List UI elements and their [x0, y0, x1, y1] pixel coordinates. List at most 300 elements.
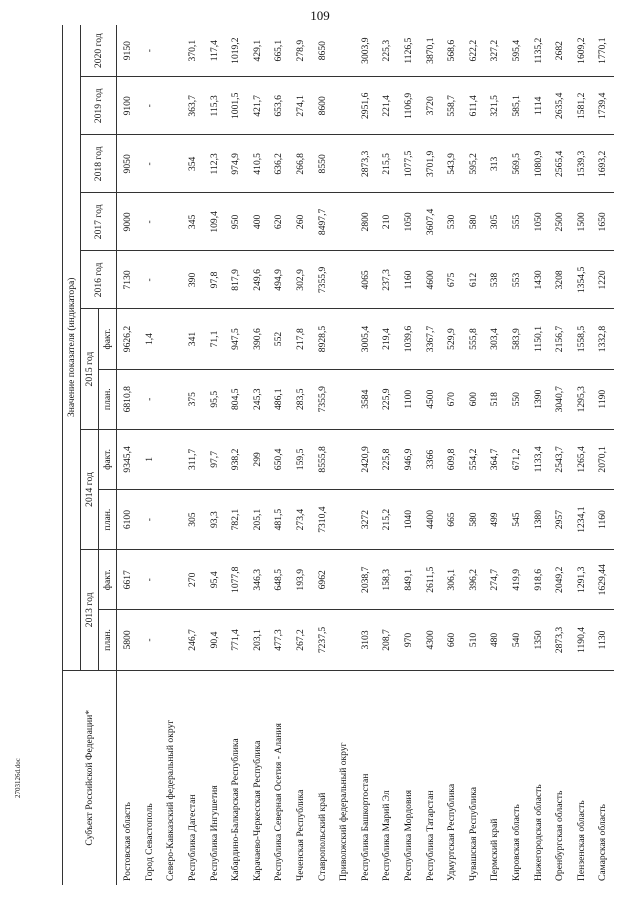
- value-cell: 3366: [419, 429, 441, 489]
- value-cell: 1050: [527, 193, 549, 251]
- value-cell: 410,5: [247, 135, 269, 193]
- value-cell: 3005,4: [355, 309, 377, 369]
- value-cell: [333, 193, 355, 251]
- value-cell: [333, 25, 355, 77]
- value-cell: 665: [441, 489, 463, 549]
- value-cell: 311,7: [182, 429, 204, 489]
- value-cell: 1: [139, 429, 161, 489]
- value-cell: 3584: [355, 369, 377, 429]
- value-cell: [160, 77, 182, 135]
- value-cell: 305: [484, 193, 506, 251]
- value-cell: [333, 550, 355, 610]
- header-2016: 2016 год: [81, 251, 117, 309]
- value-cell: [333, 309, 355, 369]
- value-cell: 553: [506, 251, 528, 309]
- value-cell: 2635,4: [549, 77, 571, 135]
- value-cell: 400: [247, 193, 269, 251]
- value-cell: 6617: [117, 550, 139, 610]
- value-cell: 4065: [355, 251, 377, 309]
- value-cell: 3272: [355, 489, 377, 549]
- value-cell: 90,4: [203, 610, 225, 670]
- value-cell: 429,1: [247, 25, 269, 77]
- value-cell: [333, 429, 355, 489]
- value-cell: 947,5: [225, 309, 247, 369]
- value-cell: 245,3: [247, 369, 269, 429]
- table-row: [225, 25, 247, 885]
- value-cell: 518: [484, 369, 506, 429]
- value-cell: 918,6: [527, 550, 549, 610]
- header-2017: 2017 год: [81, 193, 117, 251]
- value-cell: 665,1: [268, 25, 290, 77]
- value-cell: [333, 369, 355, 429]
- value-cell: [160, 489, 182, 549]
- value-cell: 481,5: [268, 489, 290, 549]
- value-cell: 1114: [527, 77, 549, 135]
- value-cell: 266,8: [290, 135, 312, 193]
- value-cell: 543,9: [441, 135, 463, 193]
- value-cell: 1291,3: [570, 550, 592, 610]
- value-cell: 970: [398, 610, 420, 670]
- value-cell: -: [139, 550, 161, 610]
- table-row: [247, 25, 269, 885]
- page-number: 109: [310, 8, 330, 23]
- value-cell: 2957: [549, 489, 571, 549]
- value-cell: 1190,4: [570, 610, 592, 670]
- value-cell: [160, 610, 182, 670]
- value-cell: [333, 135, 355, 193]
- value-cell: 3367,7: [419, 309, 441, 369]
- value-cell: 305: [182, 489, 204, 549]
- value-cell: 804,5: [225, 369, 247, 429]
- indicator-table: [62, 25, 614, 885]
- header-2015-plan: план.: [99, 369, 117, 429]
- value-cell: 193,9: [290, 550, 312, 610]
- value-cell: 419,9: [506, 550, 528, 610]
- value-cell: 675: [441, 251, 463, 309]
- value-cell: 946,9: [398, 429, 420, 489]
- value-cell: 622,2: [463, 25, 485, 77]
- region-name: Кировская область: [510, 804, 522, 881]
- value-cell: 9345,4: [117, 429, 139, 489]
- value-cell: 9626,2: [117, 309, 139, 369]
- value-cell: 1380: [527, 489, 549, 549]
- value-cell: 568,6: [441, 25, 463, 77]
- value-cell: 306,1: [441, 550, 463, 610]
- value-cell: 4300: [419, 610, 441, 670]
- value-cell: 270: [182, 550, 204, 610]
- value-cell: 1629,44: [592, 550, 614, 610]
- value-cell: [160, 309, 182, 369]
- value-cell: 345: [182, 193, 204, 251]
- value-cell: 510: [463, 610, 485, 670]
- district-name: Северо-Кавказский федеральный округ: [165, 719, 177, 881]
- header-2015: 2015 год: [81, 309, 99, 429]
- region-name: Республика Марий Эл: [381, 790, 393, 881]
- value-cell: 4500: [419, 369, 441, 429]
- value-cell: 612: [463, 251, 485, 309]
- value-cell: 1135,2: [527, 25, 549, 77]
- value-cell: 6962: [311, 550, 333, 610]
- header-2014-fact: факт.: [99, 429, 117, 489]
- value-cell: 95,5: [203, 369, 225, 429]
- value-cell: [333, 77, 355, 135]
- value-cell: 8555,8: [311, 429, 333, 489]
- value-cell: 671,2: [506, 429, 528, 489]
- table-row: [484, 25, 506, 885]
- value-cell: 580: [463, 193, 485, 251]
- header-indicator: Значение показателя (индикатора): [63, 25, 81, 670]
- value-cell: 1160: [398, 251, 420, 309]
- value-cell: 2800: [355, 193, 377, 251]
- table-row: [441, 25, 463, 885]
- value-cell: 283,5: [290, 369, 312, 429]
- value-cell: 650,4: [268, 429, 290, 489]
- value-cell: 660: [441, 610, 463, 670]
- value-cell: [160, 429, 182, 489]
- table-row: [570, 25, 592, 885]
- table-row: [376, 25, 398, 885]
- value-cell: 8928,5: [311, 309, 333, 369]
- region-name: Чеченская Республика: [295, 789, 307, 881]
- value-cell: 1001,5: [225, 77, 247, 135]
- value-cell: 974,9: [225, 135, 247, 193]
- value-cell: 1693,2: [592, 135, 614, 193]
- value-cell: 93,3: [203, 489, 225, 549]
- value-cell: 550: [506, 369, 528, 429]
- region-name: Ростовская область: [122, 802, 134, 881]
- table-row: [311, 25, 333, 885]
- value-cell: 4600: [419, 251, 441, 309]
- value-cell: 585,1: [506, 77, 528, 135]
- value-cell: 97,7: [203, 429, 225, 489]
- value-cell: 9050: [117, 135, 139, 193]
- value-cell: 554,2: [463, 429, 485, 489]
- region-name: Город Севастополь: [143, 803, 155, 881]
- header-2013-fact: факт.: [99, 550, 117, 610]
- table-row: [290, 25, 312, 885]
- value-cell: [333, 251, 355, 309]
- value-cell: 95,4: [203, 550, 225, 610]
- value-cell: 421,7: [247, 77, 269, 135]
- value-cell: 2070,1: [592, 429, 614, 489]
- value-cell: 375: [182, 369, 204, 429]
- value-cell: 274,7: [484, 550, 506, 610]
- value-cell: 938,2: [225, 429, 247, 489]
- table-row: [355, 25, 377, 885]
- value-cell: 109,4: [203, 193, 225, 251]
- table-body: [117, 25, 614, 885]
- value-cell: 1332,8: [592, 309, 614, 369]
- value-cell: 2500: [549, 193, 571, 251]
- value-cell: -: [139, 135, 161, 193]
- value-cell: 159,5: [290, 429, 312, 489]
- value-cell: 1234,1: [570, 489, 592, 549]
- value-cell: 249,6: [247, 251, 269, 309]
- value-cell: 112,3: [203, 135, 225, 193]
- region-name: Удмуртская Республика: [446, 783, 458, 881]
- value-cell: 3607,4: [419, 193, 441, 251]
- region-name: Кабардино-Балкарская Республика: [230, 738, 242, 881]
- value-cell: 7355,9: [311, 251, 333, 309]
- value-cell: -: [139, 489, 161, 549]
- document-reference: 2703126d.doc: [14, 758, 22, 798]
- table-row: [398, 25, 420, 885]
- value-cell: 225,3: [376, 25, 398, 77]
- value-cell: 7237,5: [311, 610, 333, 670]
- value-cell: [333, 489, 355, 549]
- value-cell: 260: [290, 193, 312, 251]
- value-cell: 530: [441, 193, 463, 251]
- header-2013: 2013 год: [81, 550, 99, 670]
- value-cell: 1126,5: [398, 25, 420, 77]
- value-cell: 302,9: [290, 251, 312, 309]
- value-cell: 648,5: [268, 550, 290, 610]
- region-name: Республика Северная Осетия - Алания: [273, 723, 285, 881]
- value-cell: 1040: [398, 489, 420, 549]
- value-cell: -: [139, 25, 161, 77]
- table-row: [268, 25, 290, 885]
- value-cell: 2156,7: [549, 309, 571, 369]
- value-cell: 849,1: [398, 550, 420, 610]
- value-cell: 529,9: [441, 309, 463, 369]
- value-cell: 1106,9: [398, 77, 420, 135]
- value-cell: 1160: [592, 489, 614, 549]
- value-cell: -: [139, 610, 161, 670]
- value-cell: 1080,9: [527, 135, 549, 193]
- value-cell: 210: [376, 193, 398, 251]
- header-2020: 2020 год: [81, 25, 117, 77]
- value-cell: 1650: [592, 193, 614, 251]
- value-cell: 117,4: [203, 25, 225, 77]
- header-2014: 2014 год: [81, 429, 99, 549]
- value-cell: 3208: [549, 251, 571, 309]
- value-cell: 267,2: [290, 610, 312, 670]
- value-cell: 1500: [570, 193, 592, 251]
- value-cell: 237,3: [376, 251, 398, 309]
- value-cell: 215,5: [376, 135, 398, 193]
- table-row: [463, 25, 485, 885]
- value-cell: 600: [463, 369, 485, 429]
- value-cell: 299: [247, 429, 269, 489]
- region-name: Нижегородская область: [532, 784, 544, 881]
- value-cell: 1581,2: [570, 77, 592, 135]
- value-cell: 5800: [117, 610, 139, 670]
- value-cell: 1100: [398, 369, 420, 429]
- value-cell: 346,3: [247, 550, 269, 610]
- table-row: [203, 25, 225, 885]
- value-cell: 2565,4: [549, 135, 571, 193]
- value-cell: 583,9: [506, 309, 528, 369]
- group-row: [333, 25, 355, 885]
- value-cell: 9000: [117, 193, 139, 251]
- value-cell: 2420,9: [355, 429, 377, 489]
- value-cell: 1350: [527, 610, 549, 670]
- value-cell: 1354,5: [570, 251, 592, 309]
- value-cell: 341: [182, 309, 204, 369]
- value-cell: 205,1: [247, 489, 269, 549]
- value-cell: -: [139, 251, 161, 309]
- table-row: [506, 25, 528, 885]
- value-cell: 97,8: [203, 251, 225, 309]
- region-name: Оренбургская область: [554, 790, 566, 881]
- value-cell: 569,5: [506, 135, 528, 193]
- value-cell: 225,9: [376, 369, 398, 429]
- table-row: [592, 25, 614, 885]
- value-cell: 1130: [592, 610, 614, 670]
- value-cell: 6810,8: [117, 369, 139, 429]
- value-cell: 3701,9: [419, 135, 441, 193]
- value-cell: 390,6: [247, 309, 269, 369]
- value-cell: [160, 251, 182, 309]
- region-name: Самарская область: [597, 804, 609, 881]
- value-cell: 1077,5: [398, 135, 420, 193]
- table-row: [419, 25, 441, 885]
- value-cell: 4400: [419, 489, 441, 549]
- value-cell: 817,9: [225, 251, 247, 309]
- value-cell: [160, 550, 182, 610]
- value-cell: 363,7: [182, 77, 204, 135]
- value-cell: 620: [268, 193, 290, 251]
- region-name: Пермский край: [489, 818, 501, 881]
- group-row: [160, 25, 182, 885]
- region-name: Пензенская область: [575, 800, 587, 881]
- district-name: Приволжский федеральный округ: [338, 742, 350, 881]
- value-cell: 595,2: [463, 135, 485, 193]
- value-cell: 771,4: [225, 610, 247, 670]
- value-cell: 8550: [311, 135, 333, 193]
- value-cell: 273,4: [290, 489, 312, 549]
- region-name: Чувашская Республика: [467, 786, 479, 881]
- value-cell: 246,7: [182, 610, 204, 670]
- value-cell: -: [139, 77, 161, 135]
- value-cell: 1039,6: [398, 309, 420, 369]
- value-cell: 2543,7: [549, 429, 571, 489]
- value-cell: 1609,2: [570, 25, 592, 77]
- value-cell: 555: [506, 193, 528, 251]
- value-cell: 1558,5: [570, 309, 592, 369]
- value-cell: -: [139, 369, 161, 429]
- value-cell: 9150: [117, 25, 139, 77]
- value-cell: 3040,7: [549, 369, 571, 429]
- header-2019: 2019 год: [81, 77, 117, 135]
- value-cell: -: [139, 193, 161, 251]
- rotated-table-container: [62, 25, 609, 885]
- value-cell: [160, 193, 182, 251]
- value-cell: 303,4: [484, 309, 506, 369]
- value-cell: 1430: [527, 251, 549, 309]
- value-cell: 327,2: [484, 25, 506, 77]
- value-cell: 1077,8: [225, 550, 247, 610]
- value-cell: 580: [463, 489, 485, 549]
- value-cell: 6100: [117, 489, 139, 549]
- value-cell: 225,8: [376, 429, 398, 489]
- value-cell: 217,8: [290, 309, 312, 369]
- value-cell: 208,7: [376, 610, 398, 670]
- header-2013-plan: план.: [99, 610, 117, 670]
- value-cell: 480: [484, 610, 506, 670]
- value-cell: 3720: [419, 77, 441, 135]
- region-name: Республика Башкортостан: [359, 773, 371, 881]
- region-name: Республика Ингушетия: [208, 785, 220, 881]
- value-cell: 1150,1: [527, 309, 549, 369]
- table-row: [139, 25, 161, 885]
- value-cell: [160, 25, 182, 77]
- value-cell: 1539,3: [570, 135, 592, 193]
- value-cell: 653,6: [268, 77, 290, 135]
- value-cell: 1220: [592, 251, 614, 309]
- value-cell: 71,1: [203, 309, 225, 369]
- value-cell: [333, 610, 355, 670]
- value-cell: 1265,4: [570, 429, 592, 489]
- value-cell: 545: [506, 489, 528, 549]
- value-cell: 555,8: [463, 309, 485, 369]
- value-cell: 321,5: [484, 77, 506, 135]
- value-cell: 115,3: [203, 77, 225, 135]
- value-cell: 7130: [117, 251, 139, 309]
- region-name: Ставропольский край: [316, 792, 328, 881]
- value-cell: 7355,9: [311, 369, 333, 429]
- region-name: Карачаево-Черкесская Республика: [251, 740, 263, 881]
- value-cell: 8650: [311, 25, 333, 77]
- value-cell: 2873,3: [549, 610, 571, 670]
- region-name: Республика Дагестан: [187, 794, 199, 881]
- table-row: [527, 25, 549, 885]
- value-cell: 552: [268, 309, 290, 369]
- value-cell: 1050: [398, 193, 420, 251]
- value-cell: 670: [441, 369, 463, 429]
- table-row: [117, 25, 139, 885]
- header-2015-fact: факт.: [99, 309, 117, 369]
- value-cell: 636,2: [268, 135, 290, 193]
- value-cell: 2951,6: [355, 77, 377, 135]
- region-name: Республика Мордовия: [403, 789, 415, 881]
- value-cell: 1390: [527, 369, 549, 429]
- value-cell: 499: [484, 489, 506, 549]
- value-cell: 611,4: [463, 77, 485, 135]
- value-cell: 494,9: [268, 251, 290, 309]
- value-cell: 8497,7: [311, 193, 333, 251]
- value-cell: 558,7: [441, 77, 463, 135]
- header-2018: 2018 год: [81, 135, 117, 193]
- value-cell: 158,3: [376, 550, 398, 610]
- value-cell: 274,1: [290, 77, 312, 135]
- value-cell: 9100: [117, 77, 139, 135]
- value-cell: 950: [225, 193, 247, 251]
- value-cell: 203,1: [247, 610, 269, 670]
- value-cell: 1133,4: [527, 429, 549, 489]
- value-cell: 538: [484, 251, 506, 309]
- value-cell: 477,3: [268, 610, 290, 670]
- header-2014-plan: план.: [99, 489, 117, 549]
- value-cell: 313: [484, 135, 506, 193]
- value-cell: 595,4: [506, 25, 528, 77]
- value-cell: 221,4: [376, 77, 398, 135]
- header-subject: Субъект Российской Федерации*: [63, 670, 117, 885]
- value-cell: 8600: [311, 77, 333, 135]
- value-cell: 2682: [549, 25, 571, 77]
- value-cell: 2049,2: [549, 550, 571, 610]
- value-cell: 1190: [592, 369, 614, 429]
- value-cell: 396,2: [463, 550, 485, 610]
- value-cell: 2038,7: [355, 550, 377, 610]
- value-cell: 390: [182, 251, 204, 309]
- value-cell: 486,1: [268, 369, 290, 429]
- value-cell: 370,1: [182, 25, 204, 77]
- value-cell: 3103: [355, 610, 377, 670]
- value-cell: 278,9: [290, 25, 312, 77]
- value-cell: 354: [182, 135, 204, 193]
- value-cell: 1,4: [139, 309, 161, 369]
